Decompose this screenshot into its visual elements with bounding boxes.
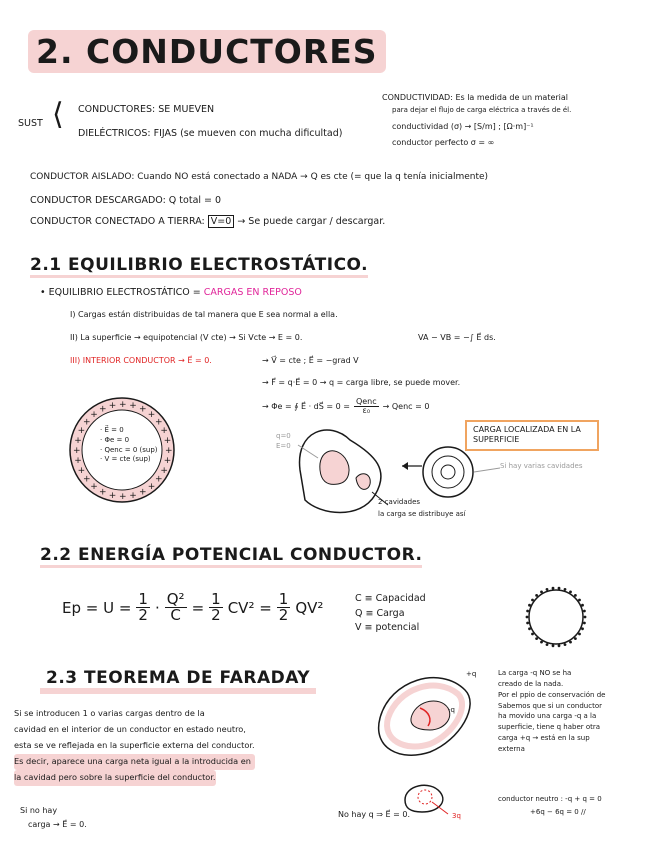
surface-dot-icon: [526, 610, 529, 613]
conductividad-line3: conductividad (σ) → [S/m] ; [Ω·m]⁻¹: [392, 122, 534, 131]
sphere-note-phi: · Φe = 0: [100, 435, 130, 444]
dot-op: ·: [154, 598, 160, 617]
surface-dot-icon: [569, 641, 572, 644]
half-2: [209, 592, 223, 623]
half-3: [277, 592, 291, 623]
legend-q: Q ≡ Carga: [355, 607, 405, 619]
plus-charge-icon: +: [147, 410, 156, 420]
qv-term: QV²: [295, 598, 324, 617]
legend-v: V ≡ potencial: [355, 622, 420, 634]
plus-charge-icon: +: [119, 492, 127, 502]
surface-dot-icon: [578, 599, 581, 602]
no-hay-carga-2: carga → E⃗ = 0.: [28, 820, 87, 829]
surface-dot-icon: [540, 591, 543, 594]
side-note-7: carga +q → está en la sup: [498, 734, 590, 743]
plus-charge-icon: +: [155, 417, 163, 428]
cavity-1: [320, 451, 349, 485]
surface-dot-icon: [540, 641, 543, 644]
ep-label: Ep = U =: [62, 598, 132, 617]
plus-charge-icon: +: [163, 435, 172, 446]
surface-dot-icon: [535, 637, 538, 640]
epsilon-denominator: ε₀: [362, 406, 371, 415]
qenc-numerator: Qenc: [355, 397, 377, 406]
plus-charge-icon: +: [74, 435, 82, 446]
side-note-2: creado de la nada.: [498, 679, 564, 688]
q-zero-label: q=0: [276, 432, 291, 440]
concentric-outer: [423, 447, 473, 497]
plus-charge-icon: +: [83, 417, 91, 428]
energy-equation: [62, 592, 323, 623]
side-note-5: ha movido una carga -q a la: [498, 712, 597, 721]
sust-dielectricos: DIELÉCTRICOS: FIJAS (se mueven con mucha dificultad): [78, 128, 343, 139]
plus-charge-icon: +: [108, 401, 117, 412]
equilibrio-label: • EQUILIBRIO ELECTROSTÁTICO =: [40, 287, 201, 298]
sphere-note-e: · E⃗ = 0: [100, 426, 124, 434]
plus-charge-icon: +: [83, 474, 91, 485]
conductor-descargado: CONDUCTOR DESCARGADO: Q total = 0: [30, 195, 222, 206]
energy-legend: [355, 592, 426, 636]
plus-charge-icon: +: [139, 487, 147, 498]
legend-c: C ≡ Capacidad: [355, 593, 426, 604]
faraday-line-4: Es decir, aparece una carga neta igual a la introducida en: [14, 754, 255, 770]
side-note-8: externa: [498, 744, 525, 753]
plus-charge-icon: +: [99, 404, 107, 415]
surface-dot-icon: [564, 588, 567, 591]
side-note-1: La carga -q NO se ha: [498, 669, 572, 677]
neutro-equation-b: +6q − 6q = 0 //: [530, 808, 586, 816]
plus-charge-icon: +: [99, 487, 107, 498]
half-1: [136, 592, 150, 623]
sphere-note-v: · V = cte (sup): [100, 455, 151, 464]
cavidades-sub: la carga se distribuye así: [378, 510, 466, 518]
conductor-aislado: CONDUCTOR AISLADO: Cuando NO está conectado a NADA → Q es cte (= que la q tenía inicialmente): [30, 172, 489, 182]
concentric-mid: [432, 456, 464, 488]
conductividad-line1: CONDUCTIVIDAD: Es la medida de un material: [382, 93, 569, 102]
item-iii: III) INTERIOR CONDUCTOR → E⃗ = 0.: [70, 356, 212, 365]
side-note-4: Sabemos que si un conductor: [498, 701, 602, 710]
section-2-3-title: 2.3 TEOREMA DE FARADAY: [40, 668, 316, 694]
plus-charge-icon: +: [129, 490, 137, 501]
no-hay-q-note: No hay q ⇒ E⃗ = 0.: [338, 810, 411, 819]
neutro-equation-a: conductor neutro : -q + q = 0: [498, 795, 602, 803]
plus-charge-icon: +: [160, 466, 168, 476]
surface-dot-icon: [552, 587, 555, 590]
plus-q-label: +q: [466, 670, 477, 678]
half-3-num: 1: [278, 590, 289, 608]
plus-charge-icon: +: [163, 456, 172, 467]
surface-dot-icon: [528, 604, 531, 607]
carga-superficie-text: CARGA LOCALIZADA EN LA SUPERFICIE: [473, 425, 581, 445]
plus-charge-icon: +: [90, 410, 98, 420]
plus-charge-icon: +: [160, 426, 168, 436]
half-2-den: 2: [211, 606, 221, 624]
item-ii-equation: VA − VB = −∫ E⃗ ds.: [418, 333, 496, 342]
spherical-conductor: [529, 590, 583, 644]
flux-equation: → Φe = ∮ E⃗ · dS⃗ = 0 =: [262, 402, 350, 411]
surface-dot-icon: [574, 637, 577, 640]
plus-charge-icon: +: [129, 401, 137, 412]
surface-dot-icon: [546, 643, 549, 646]
section-2-1-title: 2.1 EQUILIBRIO ELECTROSTÁTICO.: [30, 255, 368, 278]
faraday-side-notes: [498, 668, 605, 755]
surface-dot-icon: [581, 604, 584, 607]
side-note-3: Por el ppio de conservación de: [498, 690, 606, 699]
surface-dot-icon: [584, 616, 587, 619]
surface-dot-icon: [583, 622, 586, 625]
faraday-paragraph: [14, 706, 255, 786]
faraday-line-2: cavidad en el interior de un conductor en estado neutro,: [14, 723, 246, 734]
half-1-num: 1: [138, 590, 148, 608]
item-i: I) Cargas están distribuidas de tal manera que E sea normal a ella.: [70, 310, 338, 319]
surface-dot-icon: [526, 622, 529, 625]
half-2-num: 1: [211, 590, 221, 608]
faraday-line-5: la cavidad pero sobre la superficie del conductor.: [14, 770, 216, 786]
plus-charge-icon: +: [73, 446, 81, 456]
cargas-en-reposo: CARGAS EN REPOSO: [203, 287, 302, 298]
c-den: C: [170, 606, 181, 624]
surface-dot-icon: [552, 644, 555, 647]
equals-1: =: [191, 598, 205, 617]
faraday-line-3: esta se ve reflejada en la superficie externa del conductor.: [14, 739, 255, 750]
item-iii-b: → F⃗ = q·E⃗ = 0 → q = carga libre, se puede mover.: [262, 378, 461, 387]
conductor-tierra-note: → Se puede cargar / descargar.: [237, 216, 386, 227]
surface-dot-icon: [528, 627, 531, 630]
side-note-6: superficie, tiene q haber otra: [498, 723, 601, 732]
sust-conductores: CONDUCTORES: SE MUEVEN: [78, 104, 215, 115]
small-cavity: [418, 790, 432, 804]
conductividad-line2: para dejar el flujo de carga eléctrica a través de él.: [392, 106, 572, 114]
brace-icon: ⟨: [52, 97, 64, 132]
three-q-label: 3q: [452, 812, 461, 820]
surface-dot-icon: [564, 643, 567, 646]
conductor-tierra-label: CONDUCTOR CONECTADO A TIERRA:: [30, 216, 205, 227]
no-hay-carga-1: Si no hay: [20, 806, 58, 815]
surface-dot-icon: [531, 633, 534, 636]
plus-charge-icon: +: [119, 400, 127, 410]
plus-charge-icon: +: [90, 482, 98, 492]
minus-q-label: -q: [448, 706, 455, 714]
sphere-notes: [100, 426, 158, 465]
cv-term: CV² =: [227, 598, 272, 617]
surface-dot-icon: [569, 591, 572, 594]
item-ii: II) La superficie → equipotencial (V cte) → Si Vcte → E = 0.: [70, 333, 303, 342]
surface-dot-icon: [531, 599, 534, 602]
plus-charge-icon: +: [147, 482, 156, 492]
sust-label: SUST: [18, 118, 43, 129]
cavidades-label: 2 cavidades: [378, 498, 421, 506]
plus-charge-icon: +: [77, 426, 86, 436]
half-1-den: 2: [138, 606, 148, 624]
surface-dot-icon: [546, 588, 549, 591]
q2-over-c: [165, 592, 187, 623]
surface-dot-icon: [535, 594, 538, 597]
plus-charge-icon: +: [155, 474, 163, 485]
plus-charge-icon: +: [165, 446, 173, 456]
qenc-zero: → Qenc = 0: [382, 402, 430, 411]
surface-dot-icon: [581, 627, 584, 630]
faraday-line-1: Si se introducen 1 o varias cargas dentro de la: [14, 708, 205, 718]
section-2-2-title: 2.2 ENERGÍA POTENCIAL CONDUCTOR.: [40, 545, 422, 568]
sphere-note-qenc: · Qenc = 0 (sup): [100, 445, 158, 454]
cavidades-note: Si hay varias cavidades: [500, 462, 583, 470]
surface-dot-icon: [558, 587, 561, 590]
page-title: 2. CONDUCTORES: [28, 30, 386, 73]
conductividad-line4: conductor perfecto σ = ∞: [392, 138, 495, 147]
small-conductor: [405, 785, 443, 812]
concentric-inner: [441, 465, 455, 479]
plus-charge-icon: +: [139, 404, 147, 415]
surface-dot-icon: [526, 616, 529, 619]
surface-dots: [526, 587, 587, 647]
surface-dot-icon: [558, 644, 561, 647]
plus-charge-icon: +: [108, 490, 117, 501]
half-3-den: 2: [278, 606, 289, 624]
e-zero-label: E=0: [276, 442, 291, 450]
item-iii-a: → V⃗ = cte ; E⃗ = −grad V: [262, 356, 359, 365]
plus-charge-icon: +: [77, 466, 86, 476]
q2-num: Q²: [166, 590, 185, 608]
v-zero-box: V=0: [208, 215, 235, 228]
plus-charge-icon: +: [74, 456, 82, 467]
surface-dot-icon: [574, 594, 577, 597]
cavity-2: [356, 474, 370, 490]
surface-dot-icon: [578, 633, 581, 636]
surface-dot-icon: [583, 610, 586, 613]
